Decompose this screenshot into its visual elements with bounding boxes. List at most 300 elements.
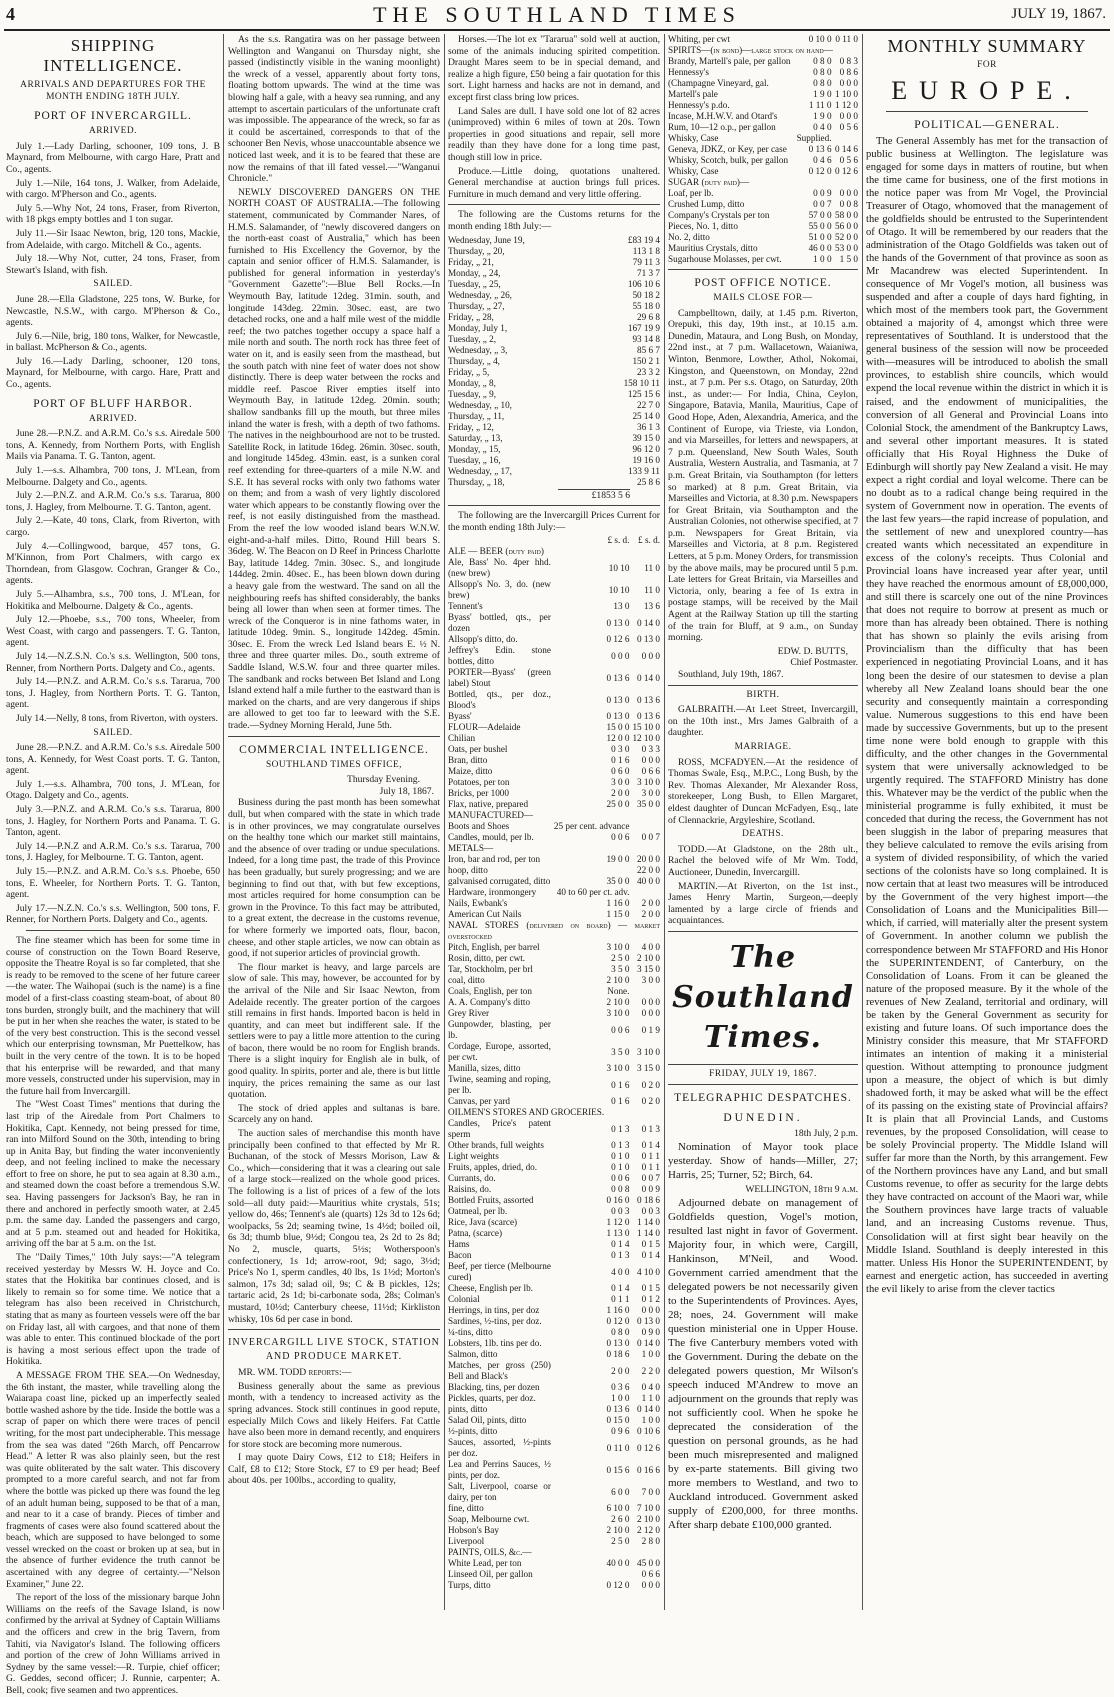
table-row [448,832,660,843]
divider [668,685,858,686]
table-row [448,1184,660,1195]
row-value: 0 0 6 [611,832,630,843]
row-value: 0 10 6 [637,1426,660,1437]
row-value [832,133,858,144]
issue-date: JULY 19, 1867. [1011,6,1106,22]
port-heading: PORT OF BLUFF HARBOR. [33,397,193,410]
table-row [448,601,660,612]
prices-table-continued [668,34,858,265]
row-value: 39 15 0 [632,432,660,443]
table-row [448,612,660,634]
row-value [551,1569,630,1580]
table-row [668,89,858,100]
news-paragraph: Land Sales are dull. I have sold one lot of 82 acres (unimproved) within 6 miles of town at 20s. Town properties in good situations and repair, sell more readily than they have done for a long time past, though still low in price. [448,105,660,163]
row-value: 0 1 3 [611,1123,630,1134]
row-label: Wednesday, „ 3, [448,344,508,355]
row-label: Canvas, per yard [448,1096,510,1107]
row-value: 1 5 0 [839,254,858,264]
row-label: Bottled, qts., per doz., Blood's [448,689,551,711]
table-row [668,67,858,78]
row-value: None. [607,986,630,997]
column-divider [444,34,445,1610]
row-value: 0 16 0 [606,1195,630,1206]
row-value: 3 5 0 [611,1046,630,1057]
table-row [448,1217,660,1228]
row-value: 0 8 3 [839,56,858,66]
row-label: Friday, „ 5, [448,366,490,377]
row-label: Thursday, „ 20, [448,245,505,256]
row-label: Thursday, „ 4, [448,355,500,366]
row-value: 0 18 6 [637,1195,660,1206]
table-row [448,334,660,345]
row-label: Tuesday, „ 16, [448,454,501,465]
row-label: Raisins, do. [448,1184,492,1195]
shipping-entry: July 5.—Alhambra, s.s., 700 tons, J. M'Lean, for Hokitika and Melbourne. Dalgety & Co., agents. [6,588,220,612]
row-value: 0 6 0 [611,766,630,777]
row-label: Turps, ditto [448,1580,491,1591]
row-value: 35 0 0 [637,799,660,810]
table-row [448,1547,660,1558]
row-label: Wednesday, June 19, [448,234,525,245]
row-value: 12 10 0 [632,733,660,744]
row-value: 3 10 0 [606,942,630,953]
row-value: 19 16 0 [632,454,660,465]
table-row [668,254,858,265]
telegram: Nomination of Mayor took place yesterday. Show of hands—Miller, 27; Harris, 25; Turner, 52; Birch, 64. [668,1141,858,1182]
row-label: Hennessy's p.do. [668,100,730,110]
row-value: 53 0 0 [835,243,858,253]
page-number: 4 [6,4,15,24]
sailed-label: SAILED. [93,279,133,290]
row-value: 1 9 0 [813,89,832,99]
prices-intro: The following are the Invercargill Prices Current for the month ending 18th July:— [448,510,660,533]
office-line: SOUTHLAND TIMES OFFICE, [265,759,403,770]
divider [668,269,858,270]
wellington-date: WELLINGTON, 18th 9 a.m. [745,1184,858,1196]
row-value: 50 18 2 [632,289,660,300]
row-value: 0 13 0 [606,694,630,705]
row-value: 40 0 0 [637,876,660,887]
row-label: Martell's pale [668,89,718,99]
row-label: Boots and Shoes [448,821,510,832]
divider [228,1329,440,1330]
row-value: 1 13 0 [606,1228,630,1239]
row-label: Sardines, ½-tins, per doz. [448,1316,542,1327]
table-row [448,1107,660,1118]
row-value: 2 8 0 [641,1536,660,1547]
row-value: 0 13 6 [637,694,660,705]
row-label: galvanised corrugated, ditto [448,876,551,887]
row-label: Bottled Fruits, assorted [448,1195,534,1206]
row-value: 0 6 6 [641,1569,660,1580]
row-label: Tennent's [448,601,483,612]
table-row [448,1063,660,1074]
row-value: 2 0 0 [641,909,660,920]
row-value: 46 0 0 [808,243,832,253]
row-value: 3 15 0 [637,1063,660,1074]
row-value: 0 1 6 [611,1096,630,1107]
table-row [668,111,858,122]
row-label: Twine, seaming and roping, per lb. [448,1074,551,1096]
row-value: 0 15 6 [606,1464,630,1475]
shipping-entry: July 3.—P.N.Z. and A.R.M. Co.'s s.s. Tararua, 800 tons, J. Hagley, for Northern Ports and Panama. T. G. Tanton, agent. [6,804,220,839]
table-row [448,389,660,400]
divider [26,930,200,931]
row-label: Oats, per bushel [448,744,508,755]
row-label: Beef, per tierce (Melbourne cured) [448,1261,551,1283]
row-label: Candles, mould, per lb. [448,832,534,843]
table-row [448,887,660,898]
row-value: 0 8 0 [813,78,832,88]
row-label: Tar, Stockholm, per brl [448,964,533,975]
row-label: No. 2, ditto [668,232,710,242]
row-value: 1 1 0 [641,1393,660,1404]
row-label: Rice, Java (scarce) [448,1217,518,1228]
table-row [448,279,660,290]
divider [448,505,660,506]
table-row [448,411,660,422]
row-label: (Champagne Vineyard, gal. [668,78,769,88]
row-value: 0 12 0 [606,1580,630,1591]
shipping-entry: June 28.—P.N.Z. and A.R.M. Co.'s s.s. Airedale 500 tons, A. Kennedy, from Northern Ports, with English Mails via Panama. T. G. Tanton, agent. [6,428,220,463]
row-value: 0 0 9 [641,1184,660,1195]
row-label: Fruits, apples, dried, do. [448,1162,538,1173]
dunedin-heading: DUNEDIN. [723,1112,803,1125]
table-row [448,356,660,367]
table-row [448,766,660,777]
table-row [448,854,660,865]
table-row [448,722,660,733]
row-label: Oatmeal, per lb. [448,1206,508,1217]
row-label: hoop, ditto [448,865,488,876]
table-row [668,45,858,56]
row-value: 0 12 6 [606,634,630,645]
row-value: 0 8 6 [839,67,858,77]
row-value: 1 11 0 [808,100,832,110]
row-value: 0 3 6 [611,1382,630,1393]
row-value: 0 8 0 [813,56,832,66]
row-label: Light weights [448,1151,499,1162]
row-value: 55 18 0 [632,300,660,311]
row-value: 2 2 0 [641,1365,660,1376]
table-row [448,378,660,389]
row-label: Thursday, „ 27, [448,300,505,311]
row-label: Pieces, No. 1, ditto [668,221,738,231]
row-label: Other brands, full weights [448,1140,544,1151]
row-value: 1 15 0 [606,909,630,920]
row-value: 106 10 6 [627,278,660,289]
row-label: MANUFACTURED— [448,810,534,821]
row-label: Friday, „ 28, [448,311,494,322]
row-label: Monday, „ 24, [448,267,501,278]
customs-intro: The following are the Customs returns for the month ending 18th July:— [448,209,660,232]
row-value: 0 12 0 [606,1316,630,1327]
shipping-entry: July 6.—Nile, brig, 180 tons, Walker, for Newcastle, in ballast. McPherson & Co., agents. [6,330,220,354]
row-value: 0 13 6 [808,144,832,154]
table-row [448,1195,660,1206]
table-row [448,1041,660,1063]
row-value: 40 0 0 [606,1558,630,1569]
post-office-heading: POST OFFICE NOTICE. [694,277,832,289]
row-value: 0 1 0 [611,1162,630,1173]
row-value: 0 1 4 [611,1283,630,1294]
shipping-entry: July 4.—Collingwood, barque, 457 tons, G. M'Kinnon, from Port Chalmers, with cargo ex Thorndean, from Glasgow. Cochran, Granger & Co., agents. [6,540,220,587]
row-value: 0 16 6 [637,1464,660,1475]
row-label: Potatoes, per ton [448,777,510,788]
customs-total: £1853 5 6 [558,489,630,502]
post-office-text: Campbelltown, daily, at 1.45 p.m. Riverton, Orepuki, this day, 19th inst., at 10.15 a.m. Dunedin, Mataura, and Long Bush, on Monday, 22nd inst., at 7 p.m. Wallacetown, Waianiwa, Winton, Benmore, Lowther, Athol, Nokomai, Kingston, and Queenstown, on Monday, 22nd inst., at 7 p.m. Per s.s. Otago, on Saturday, 20th inst., as under:— For India, China, Ceylon, Singapore, Batavia, Manila, Mauritius, Cape of Good Hope, Aden, Alexandria, America, and the Continent of Europe, via Trieste, via London, and via Marseilles, for letters and newspapers, at 7 p.m. Queensland, New South Wales, South Australia, Western Australia, and Tasmania, at 7 p.m. Great Britain, via Southampton (for letters so marked) at 8 p.m. Great Britain, via Marseilles and Victoria, at 8.30 p.m. Newspapers for Great Britain, via Southampton and the Australian Colonies, not otherwise specified, at 7 p.m. Newspapers for Great Britain, via Marseilles and Victoria, at 8 p.m. Registered Letters, at 5 p.m. Money Orders, for transmission by the above mails, may be procured until 5 p.m. Late letters for Great Britain, via Marseilles and Victoria, only, bearing a fee of 1s extra in postage stamps, will be received by the Mail Agent at the Railway Station up till the starting of the train for Bluff, at 9 a.m., on Sunday morning. [668,307,858,644]
row-label: Bacon [448,1250,472,1261]
row-label: American Cut Nails [448,909,522,920]
row-label: Whisky, Case [668,133,719,143]
row-value: 2 10 0 [637,953,660,964]
column-notices [668,34,858,1610]
shipping-entry: July 15.—P.N.Z. and A.R.M. Co.'s s.s. Phoebe, 650 tons, E. Wheeler, for Northern Ports. T. G. Tanton, agent. [6,866,220,901]
row-value: 11 0 [644,562,660,573]
table-row [448,799,660,810]
table-row [448,301,660,312]
shipping-entry: June 28.—Ella Gladstone, 225 tons, W. Burke, for Newcastle, N.S.W., with cargo. M'Pherson & Co., agents. [6,293,220,329]
row-value: 7 0 0 [641,1486,660,1497]
table-row [668,166,858,177]
row-value: 0 18 6 [606,1349,630,1360]
row-value: 2 10 0 [606,997,630,1008]
row-value: 0 1 5 [641,1283,660,1294]
row-value: 1 12 0 [835,100,858,110]
row-label: Jeffrey's Edin. stone bottles, ditto [448,645,551,667]
row-value: 2 6 0 [611,1514,630,1525]
row-label: Pitch, English, per barrel [448,942,540,953]
row-label: White Lead, per ton [448,1558,522,1569]
divider [228,736,440,737]
row-label: Patna, (scarce) [448,1228,503,1239]
row-label: Salad Oil, pints, ditto [448,1415,527,1426]
row-value: 0 4 0 [641,1382,660,1393]
row-value: 20 0 0 [637,854,660,865]
table-row [448,1228,660,1239]
row-label: fine, ditto [448,1503,484,1514]
table-row [448,1514,660,1525]
table-row [448,1305,660,1316]
row-value: 0 0 0 [641,997,660,1008]
news-paragraph: As the s.s. Rangatira was on her passage between Wellington and Wanganui on Thursday night, she passed (indistinctly visible in the waning moonlight) the wreck of a vessel, apparently about forty tons, floating bottom upwards. The wind at the time was blowing half a gale, with a heavy sea running, and any attempt to ascertain particulars of the unfortunate craft was impossible. The appearance of the wreck, so far as it could be ascertained, corresponds to that of the schooner Ben Nevis, whose unaccountable absence we noticed last week, and it is to be feared that these are now the remains of that ill fated vessel.—"Wanganui Chronicle." [228,34,440,185]
postmaster-name: EDW. D. BUTTS, [777,645,848,657]
shipping-entry: July 17.—N.Z.N. Co.'s s.s. Wellington, 500 tons, F. Renner, for Northern Ports. Dalgety and Co., agents. [6,902,220,926]
table-row [668,199,858,210]
news-paragraph: Produce.—Little doing, quotations unaltered. General merchandise at auction brings full prices. Furniture in much demand and very little offering. [448,165,660,200]
news-paragraph: The flour market is heavy, and large parcels are slow of sale. This may, however, be accounted for by the arrival of the Nile and Sir Isaac Newton, from Adelaide recently. The greater portion of the cargoes still remains in first hands. Imported bacon is held in quantity, and can meet but indifferent sale. If the settlers were to pay a little more attention to the curing of bacon, there would be no room for English brands. There is a slight inquiry for English ale in bulk, of good quality. In spirits, porter and ale, there is but little inquiry, the prices remaining the same as our last quotation. [228,961,440,1101]
news-paragraph: I may quote Dairy Cows, £12 to £18; Heifers in Calf, £8 to £12; Store Stock, £7 to £9 per head; Beef about 40s. per 100lbs., according to quality, [228,1452,440,1487]
row-value: 0 1 1 [641,1151,660,1162]
row-value: 0 0 3 [611,1206,630,1217]
table-row [448,1558,660,1569]
news-paragraph: NEWLY DISCOVERED DANGERS ON THE NORTH COAST OF AUSTRALIA.—The following statement, communicated by Commander Nares, of H.M.S. Salamander, of "newly discovered dangers on the north-east coast of Australia," which has been furnished to His Excellency the Governor, by the captain and senior officer of H.M.S. Salamander, is published for general information in yesterday's "Government Gazette":—Blue Bell Rocks.—In Weymouth Bay, latitude 12deg. 31min. south, and longitude 143deg. 22min. 30sec. east, are two detached rocks, one and a half mile west of the middle reef; the two patches together occupy a space half a mile north and south. The north rock has three feet of water on it, and is easily seen from the masthead, but the south patch with nine feet of water does not show distinctly. There is deep water between the rocks and middle reef. Pascoe River empties itself into Weymouth Bay, in latitude 12deg. 20min. south; shallow sandbanks fill up the mouth, but three miles inland the water is fresh, with a depth of two fathoms. The natives in the neighbourhood are not to be trusted. Satellite Rock, in latitude 16deg. 26min. 30sec. south, and longitude 145deg. 43min. east, is a sunken coral reef extending for three-quarters of a mile N.W. and S.E. It has several rocks with only two fathoms water on them; and from a wash of very lightly discolored water which appears to be constantly flowing over the reef, is not easily distinguished from the masthead. From the reef the low wooded island bears W.N.W. eight-and-a-half miles. Ditto, Round Hill bears S. 36deg. W. The Beacon on D Reef in Princess Charlotte Bay, latitude 14deg. 7min. 30sec. S., and longitude 144deg. 2min. 40sec. E., has been blown down during a heavy gale from the westward. The sand on all the neighbouring reefs has shifted considerably, the banks being all lower than when seen at former times. The wreck of the Conqueror is in nine fathoms water, in latitude 10deg. 9min. S., longitude 142deg. 45min. 30sec. E. From the wreck Led Island bears E. ½ N. three and three quarter miles. Do., south extreme of Saddle Island, W.S.W. four and three quarter miles. The sandbank and rocks between Bet Island and Long Island extend half a mile further to the eastward than is marked on the charts, and are very dangerous if ships are allowed to get too far to leeward with the S.E. trade.—Sydney Morning Herald, June 5th. [228,186,440,732]
table-row [448,634,660,645]
row-label: Liverpool [448,1536,485,1547]
shipping-entry: July 2.—Kate, 40 tons, Clark, from Riverton, with cargo. [6,515,220,538]
row-value: 23 3 2 [637,366,660,377]
row-value: 0 14 0 [637,672,660,683]
table-row [448,1162,660,1173]
table-row [448,1074,660,1096]
table-row [448,323,660,334]
row-value: 0 13 6 [637,711,660,722]
row-value: 0 14 6 [835,144,858,154]
table-row [448,645,660,667]
row-value: 19 0 0 [606,854,630,865]
row-value: 0 9 0 [641,1327,660,1338]
shipping-entry: July 1.—s.s. Alhambra, 700 tons, J. M'Lean, for Otago. Dalgety and Co., agents. [6,778,220,802]
shipping-entry: July 11.—Sir Isaac Newton, brig, 120 tons, Mackie, from Adelaide, with cargo. Mitchell & Co., agents. [6,227,220,251]
row-label: Coals, English, per ton [448,986,532,997]
summary-text: The General Assembly has met for the transaction of public business at Wellington. The legislature was engaged for some days in matters of routine, but when the time came for business, one of the first motions in the notice paper was from Mr Vogel, the Provincial Treasurer of Otago, whomoved that the management of the goldfields should be entrusted to the Superintendent of Otago. It will be remembered by our readers that the administration of the Otago Goldfields was taken out of the hands of the Government of that province as soon as Mr Macandrew was elected Superintendent. In consequence of Mr Vogel's motion, all business was suspended and after a couple of days hard fighting, in which most of the members took part, the Government obtained a majority of 4, amongst which three were representatives of Southland. It is understood that the general business of the session will now be proceeded with—measures will be introduced to abolish the small provinces, to establish shire councils, which would expend the local revenue within the district in which it is raised, and the endowment of municipalities, the conversion of all General and Provincial Loans into Colonial Stock, the amendment of the Bankruptcy Laws, and several other important measures. It is stated officially that His Royal Highness the Duke of Edinburgh will shortly pay New Zealand a visit. He may expect a right cordial and loyal welcome. There can be no doubt as to a radical change being required in the system of Government now in operation. The events of the last few years—the rapid increase of population, and the settlement of new and unexplored country—has created wants which necessitated an expenditure in excess of the colony's receipts. Thus Colonial and Provincial loans have increased year after year, until they have reached the enormous amount of £8,000,000, and still there is scarcely one out of the nine Provinces that does not require to borrow at present as much or more than has already been obtained. There is nothing that has shown so plainly the evils arising from Provincialism than the difficulty that has been experienced in negotiating Provincial Loans, and it has long been the desire of our statesmen to devise a plan whereby all New Zealand loans should bear the one security and consequently maintain a corresponding value. Numerous suggestions to this end have been made by successive Governments, but up to the present time none were bold enough to grapple with this difficulty, and the other changes in the Governmental system that were universally acknowledged to be urgently required. The STAFFORD Ministry has done this. Whatever may be the verdict of the public when the ministerial programme is fully exhibited, it must be conceded that during the recess, the Government has not been sluggish in the labor of preparing measures that they believe calculated to remove the evils arising from a system of divided responsibility, of which the varied sections of the colonists have so long complained. It is now certain that at least two measures will be introduced by the Government of the very highest import—the Consolidation of Loans and the Municipalities Bill—which, if carried, will materially alter the present system of Government. In another column we publish the correspondence between Mr STAFFORD and His Honor the SUPERINTENDENT, of Canterbury, on the Consolidation of Loans. From it can be gleaned the nature of the proposed measure. By it the whole of the revenues of New Zealand, territorial and ordinary, will be taken by the General Government as security for existing and future loans. Of such importance does the Ministry consider this measure, that Mr STAFFORD intimates an intention of making it a ministerial question. Without attempting to pronounce judgment upon a measure, the object of which is but dimly shadowed forth, it may be asked what will be the effect of its passing on the existing state of Provincial affairs? It is plain that all Provincial Lands, and Customs revenues, by the proposed Consolidation, will cease to be solely Provincial property. The Middle Island will suffer far more than the North, by this arrangement. Few of the Northern provinces have any Land, and but small Customs revenue, to offer as security for the large debts they have contracted on account of the Maori war, while the Southern provinces have large tracts of valuable land, and an increasing Customs revenue. Thus, Consolidation will at first sight bear heavily on the Middle Island. Southland is deeply interested in this matter. Unless His Honor the SUPERINTENDENT, by earnest and energetic action, has succeeded in averting the evil likely to arise from the clever tactics [866,135,1108,1295]
commercial-heading: COMMERCIAL INTELLIGENCE. [239,743,429,756]
shipping-entry: July 14.—N.Z.S.N. Co.'s s.s. Wellington, 500 tons, Renner, from Northern Ports. Dalgety and Co., agents. [6,650,220,674]
row-value: 113 1 8 [632,245,660,256]
row-value: 2 5 0 [611,953,630,964]
row-value: 2 10 0 [637,1514,660,1525]
row-label: Linseed Oil, per gallon [448,1569,533,1580]
news-paragraph: Business generally about the same as previous month, with a tendency to increased activity as the spring advances. Stock still continues in good repute, especially Milch Cows and likely Heifers. Fat Cattle have also been more in demand recently, and enquirers for store stock are becoming more numerous. [228,1380,440,1450]
table-row [448,1283,660,1294]
row-label: SPIRITS—(in bond)—large stock on hand— [668,45,833,55]
row-label: METALS— [448,843,494,854]
row-label: Iron, bar and rod, per ton [448,854,541,865]
row-value: 0 2 0 [641,1096,660,1107]
arrived-label: ARRIVED. [88,126,137,137]
shipping-entry: July 14.—Nelly, 8 tons, from Riverton, with oysters. [16,712,218,724]
prices-table [448,535,660,1591]
row-label: Rosin, ditto, per cwt. [448,953,526,964]
row-label: Loaf, per lb. [668,188,714,198]
row-label: Hardware, ironmongery [448,887,537,898]
row-value: 2 12 0 [637,1525,660,1536]
table-row [448,246,660,257]
row-label: NAVAL STORES (delivered on board) — market overstocked [448,920,660,942]
row-value: 2 0 0 [641,898,660,909]
row-value: 0 1 6 [611,1079,630,1090]
row-value: 7 10 0 [637,1503,660,1514]
table-row [448,744,660,755]
row-value: 0 2 0 [641,1079,660,1090]
row-value: 25 14 0 [632,410,660,421]
row-label: Wednesday, „ 10, [448,399,512,410]
table-row [668,100,858,111]
row-label: OILMEN'S STORES AND GROCERIES. [448,1107,605,1118]
row-value: 0 5 6 [839,122,858,132]
row-value: 133 9 11 [628,465,660,476]
table-row [668,122,858,133]
row-value: £83 19 4 [627,234,660,245]
row-value: 3 10 0 [637,1046,660,1057]
summary-heading: MONTHLY SUMMARY [887,36,1087,56]
divider [668,1084,858,1085]
row-value: 3 0 0 [641,975,660,986]
row-value: 11 0 [644,584,660,595]
row-value: 0 11 0 [835,34,858,44]
row-value: 0 14 0 [637,1404,660,1415]
table-row [448,1580,660,1591]
arrived-label: ARRIVED. [88,413,137,424]
row-value: 2 0 0 [611,1365,630,1376]
table-row [448,810,660,821]
table-row [448,367,660,378]
row-value: 150 2 1 [632,355,660,366]
row-value: 10 10 [608,584,630,595]
row-label: Monday, „ 15, [448,443,501,454]
row-value: 4 10 0 [637,1266,660,1277]
table-row [448,755,660,766]
marriage-notice: ROSS, MCFADYEN.—At the residence of Thomas Swale, Esq., M.P.C., Long Bush, by the Rev. Thomas Alexander, Mr Alexander Ross, storekeeper, Long Bush, to Ellen Margaret, eldest daughter of Duncan McFadyen, Esq., late of Clennackrie, Argyleshire, Scotland. [668,756,858,826]
table-row [448,689,660,711]
row-label: Gunpowder, blasting, per lb. [448,1019,551,1041]
row-value: 0 0 7 [813,199,832,209]
row-value: 0 5 6 [839,155,858,165]
row-value: 58 0 0 [835,210,858,220]
row-value: 0 1 9 [641,1024,660,1035]
table-row [448,865,660,876]
table-row [448,1206,660,1217]
table-row [448,312,660,323]
table-row [448,1140,660,1151]
table-row [448,1415,660,1426]
table-row [448,909,660,920]
row-label: SUGAR (duty paid)— [668,177,750,187]
row-value: 25 0 0 [606,799,630,810]
row-value: 3 5 0 [611,964,630,975]
row-label: Maize, ditto [448,766,493,777]
table-row [668,34,858,45]
row-value: 0 0 0 [641,1580,660,1591]
row-label: Lobsters, 1lb. tins per do. [448,1338,542,1349]
row-value: 0 1 0 [611,1151,630,1162]
masthead [0,0,1114,30]
table-row [448,975,660,986]
row-value: 0 9 6 [611,1426,630,1437]
death-notice: MARTIN.—At Riverton, on the 1st inst., James Henry Martin, Surgeon,—deeply lamented by a large circle of friends and acquaintances. [668,880,858,927]
row-label: Grey River [448,1008,490,1019]
row-label: Sauces, assorted, ½-pints per doz. [448,1437,551,1459]
row-value: 1 12 0 [606,1217,630,1228]
row-value: 0 0 7 [641,1173,660,1184]
divider [668,931,858,932]
row-label: Hobson's Bay [448,1525,499,1536]
row-label: Rum, 10—12 o.p., per gallon [668,122,776,132]
table-row [448,1536,660,1547]
row-value: 0 12 0 [808,166,832,176]
row-value: 12 0 0 [606,733,630,744]
table-row [448,1173,660,1184]
row-value: 71 3 7 [637,267,660,278]
row-value: 0 14 0 [637,617,660,628]
row-value: 0 0 3 [641,1206,660,1217]
column-shipping [6,34,221,1696]
table-row [448,1019,660,1041]
table-row [448,898,660,909]
row-label: Bricks, per 1000 [448,788,509,799]
table-row [448,557,660,579]
row-value: 79 11 3 [632,256,660,267]
row-label: Thursday, „ 11, [448,410,505,421]
row-value: 93 14 8 [632,333,660,344]
table-row [668,133,858,144]
summary-europe: EUROPE. [891,75,1083,105]
row-label: Saturday, „ 13, [448,432,503,443]
row-label: Allsopp's ditto, do. [448,634,518,645]
row-label: Herrings, in tins, per doz [448,1305,540,1316]
row-value: 96 12 0 [632,443,660,454]
row-label: Allsopp's No. 3, do. (new brew) [448,579,551,601]
